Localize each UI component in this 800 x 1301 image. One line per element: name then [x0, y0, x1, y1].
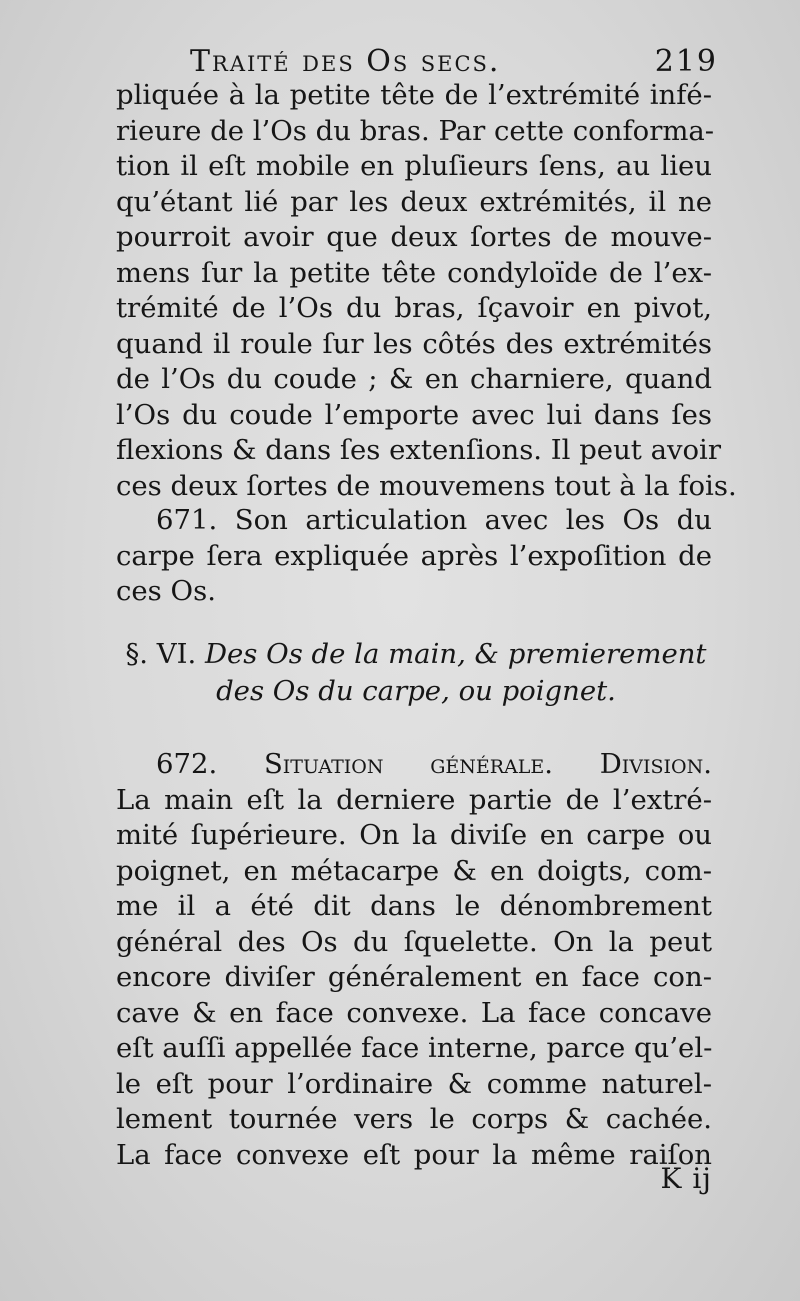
text-line: La face convexe eſt pour la même raiſon: [116, 1138, 712, 1171]
section-title-line-1: [116, 636, 716, 673]
text-line: ces deux ſortes de mouvemens tout à la fois.: [116, 469, 737, 502]
text-line: qu’étant lié par les deux extrémités, il ne: [116, 185, 712, 218]
section-title-part-1: Des Os de la main, & premierement: [204, 638, 707, 670]
text-line: mens ſur la petite tête condyloïde de l’ex-: [116, 256, 712, 289]
text-line: encore diviſer généralement en face con-: [116, 961, 712, 993]
text-line: poignet, en métacarpe & en doigts, com-: [116, 854, 712, 887]
text-line: flexions & dans ſes extenſions. Il peut avoir: [116, 434, 721, 466]
text-line: mité ſupérieure. On la diviſe en carpe ou: [116, 819, 712, 851]
text-line: La main eſt la derniere partie de l’extré-: [116, 783, 712, 816]
text-line: de l’Os du coude ; & en charniere, quand: [116, 363, 712, 395]
text-line: ces Os.: [116, 575, 216, 607]
section-title-part-2: des Os du carpe, ou poignet.: [216, 675, 616, 707]
page-number: 219: [654, 44, 718, 79]
text-line: 671. Son articulation avec les Os du: [156, 504, 712, 536]
text-line: rieure de l’Os du bras. Par cette conforma-: [116, 114, 715, 147]
signature-mark: K ij: [660, 1162, 712, 1195]
text-line: lement tournée vers le corps & cachée.: [116, 1103, 712, 1135]
text-line: eſt auſſi appellée face interne, parce qu’el-: [116, 1032, 713, 1064]
paragraph-continued: [116, 78, 737, 504]
text-line: carpe ſera expliquée après l’expoſition de: [116, 539, 712, 572]
text-line: cave & en face convexe. La face concave: [116, 996, 712, 1029]
text-line: le eſt pour l’ordinaire & comme naturel-: [116, 1067, 712, 1100]
text-line: général des Os du ſquelette. On la peut: [116, 925, 712, 958]
paragraph-heading: 672. Situation générale. Division.: [156, 748, 712, 780]
running-title: Traité des Os secs.: [190, 44, 501, 79]
section-number: §. VI.: [125, 638, 197, 670]
text-line: tion il eſt mobile en pluſieurs ſens, au lieu: [116, 150, 712, 182]
text-line: pliquée à la petite tête de l’extrémité infé-: [116, 79, 712, 111]
text-line: quand il roule ſur les côtés des extrémités: [116, 327, 712, 360]
text-line: me il a été dit dans le dénombrement: [116, 890, 712, 922]
text-line: pourroit avoir que deux ſortes de mouve-: [116, 221, 712, 253]
text-line: l’Os du coude l’emporte avec lui dans ſes: [116, 398, 712, 431]
paragraph-672: [116, 747, 712, 1173]
paragraph-671: [116, 503, 712, 610]
text-line: trémité de l’Os du bras, ſçavoir en pivot,: [116, 292, 712, 324]
section-heading: [116, 636, 716, 710]
